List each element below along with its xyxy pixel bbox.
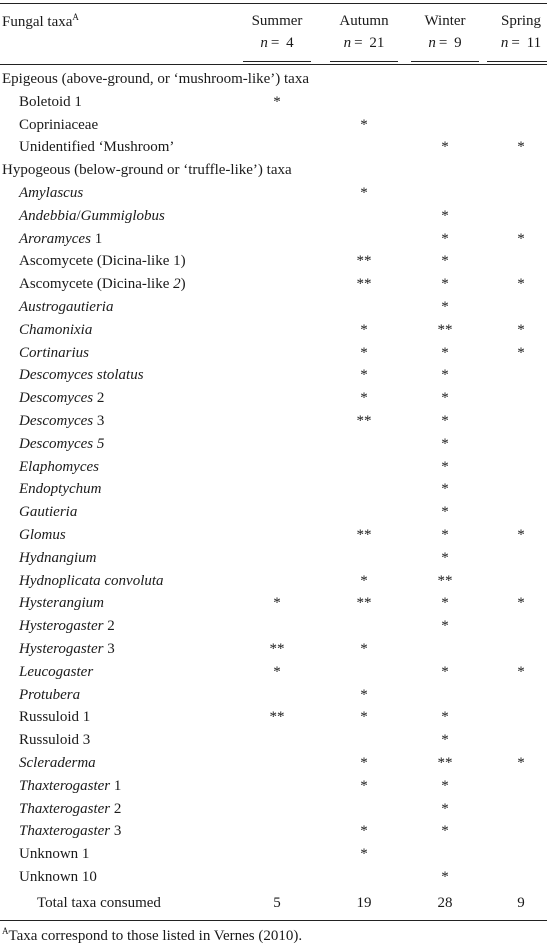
consumption-mark: * [273,663,281,680]
consumption-mark: * [517,663,525,680]
taxon-name: Scleraderma [19,755,96,771]
consumption-mark: * [360,846,368,863]
table-row [0,319,547,341]
taxon-name: Aroramyces 1 [19,230,103,247]
taxon-name: Glomus [19,527,66,543]
consumption-mark: * [273,595,281,612]
table-row [0,205,547,227]
consumption-mark: * [441,800,449,817]
table-row [0,798,547,820]
table-row [0,820,547,842]
taxon-name: Ascomycete (Dicina-like 1) [19,253,186,270]
taxon-name: Thaxterogaster 2 [19,800,122,817]
consumption-mark: * [441,253,449,270]
season-name: Autumn [339,13,389,29]
taxon-name: Andebbia/Gummiglobus [19,207,165,224]
taxon-name: Unknown 10 [19,869,97,885]
taxon-name: Hysterogaster 3 [19,641,115,657]
consumption-mark: * [441,299,449,315]
header-rule [0,64,547,65]
season-header-underline [243,61,311,62]
consumption-mark: * [360,367,368,384]
season-name: Summer [251,13,303,29]
table-row [0,228,547,250]
consumption-mark: ** [269,641,285,657]
table-row [0,250,547,272]
taxon-name: Descomyces stolatus [19,367,144,384]
table-row [0,91,547,113]
taxon-name: Protubera [19,686,81,703]
table-row [0,410,547,432]
season-name: Winter [424,13,466,29]
consumption-mark: * [360,390,368,407]
taxon-name: Unknown 1 [19,846,90,863]
table-row [0,342,547,364]
taxon-name: Descomyces 2 [19,390,105,407]
taxon-name: Descomyces 5 [19,435,105,452]
section-heading: Hypogeous (below-ground or ‘truffle-like’) taxa [2,162,292,179]
taxon-name: Ascomycete (Dicina-like 2) [19,276,186,293]
consumption-mark: * [441,139,449,156]
total-count: 5 [273,895,281,911]
consumption-mark: * [517,139,525,156]
consumption-mark: * [360,116,368,133]
season-name: Spring [500,13,541,29]
consumption-mark: * [517,595,525,612]
table-row [0,501,547,523]
consumption-mark: * [441,276,449,293]
consumption-mark: ** [356,253,372,270]
table-row [0,182,547,204]
consumption-mark: * [360,641,368,657]
taxon-name: Leucogaster [19,663,94,680]
table-row [0,661,547,683]
taxon-name: Descomyces 3 [19,413,105,429]
consumption-mark: * [360,572,368,589]
consumption-mark: ** [356,413,372,429]
table-row [0,387,547,409]
bottom-rule [0,920,547,921]
taxon-name: Russuloid 3 [19,732,91,749]
season-header-underline [487,61,547,62]
table-row [0,456,547,478]
taxon-name: Elaphomyces [19,458,99,475]
consumption-mark: * [360,823,368,840]
consumption-mark: * [441,869,449,885]
table-row [0,524,547,546]
taxon-name: Russuloid 1 [19,709,91,726]
consumption-mark: * [441,413,449,429]
table-row [0,729,547,751]
table-row [0,364,547,386]
section-heading: Epigeous (above-ground, or ‘mushroom-like’) taxa [2,71,309,87]
consumption-mark: ** [356,276,372,293]
consumption-mark: * [441,344,449,361]
table-row [0,114,547,136]
consumption-mark: * [441,435,449,452]
season-header-spring [481,10,547,54]
consumption-mark: * [517,344,525,361]
consumption-mark: * [441,709,449,726]
table-row [0,478,547,500]
consumption-mark: * [441,527,449,543]
consumption-mark: * [360,755,368,771]
consumption-mark: * [517,527,525,543]
table-row [0,706,547,728]
taxon-name: Hysterangium [19,595,104,612]
consumption-mark: * [441,777,449,794]
consumption-mark: ** [437,321,453,338]
taxon-name: Hydnoplicata convoluta [19,572,164,589]
total-row [0,892,547,914]
sample-size: n = 11 [500,35,542,51]
consumption-mark: * [360,185,368,201]
sample-size: n = 21 [343,35,385,51]
consumption-mark: * [441,390,449,407]
consumption-mark: ** [356,595,372,612]
table-row [0,843,547,865]
consumption-mark: * [441,230,449,247]
table-row [0,433,547,455]
consumption-mark: ** [356,527,372,543]
consumption-mark: * [517,230,525,247]
sample-size: n = 4 [260,35,294,51]
sample-size: n = 9 [428,35,462,51]
taxon-name: Austrogautieria [19,299,114,315]
season-header-underline [330,61,398,62]
consumption-mark: * [441,663,449,680]
consumption-mark: * [441,367,449,384]
taxon-name: Endoptychum [19,481,102,498]
consumption-mark: ** [437,572,453,589]
taxon-name: Copriniaceae [19,116,99,133]
total-count: 9 [517,895,525,911]
consumption-mark: * [360,321,368,338]
taxon-name: Hysterogaster 2 [19,618,115,635]
taxon-name: Amylascus [19,185,84,201]
consumption-mark: ** [437,755,453,771]
consumption-mark: * [441,618,449,635]
section-heading-row [0,68,547,90]
table-row [0,592,547,614]
consumption-mark: * [441,732,449,749]
taxon-name: Thaxterogaster 1 [19,777,122,794]
table-row [0,615,547,637]
consumption-mark: * [441,207,449,224]
taxon-name: Hydnangium [19,549,97,566]
consumption-mark: * [273,93,281,110]
season-header-summer [237,10,317,54]
table-row [0,296,547,318]
consumption-mark: * [441,595,449,612]
table-row [0,136,547,158]
consumption-mark: * [441,823,449,840]
consumption-mark: * [517,276,525,293]
taxon-name: Boletoid 1 [19,93,82,110]
season-header-autumn [324,10,404,54]
consumption-mark: * [517,321,525,338]
table-row [0,638,547,660]
table-row [0,684,547,706]
consumption-mark: * [360,686,368,703]
season-header-underline [411,61,479,62]
season-header-winter [405,10,485,54]
taxon-name: Cortinarius [19,344,90,361]
consumption-mark: * [441,481,449,498]
table-header [0,9,547,59]
section-heading-row [0,159,547,181]
consumption-mark: * [360,777,368,794]
consumption-mark: * [517,755,525,771]
taxon-name: Thaxterogaster 3 [19,823,122,840]
table-row [0,866,547,888]
table-row [0,570,547,592]
consumption-mark: * [360,344,368,361]
total-count: 28 [437,895,453,911]
table-row [0,547,547,569]
table-row [0,273,547,295]
taxon-name: Gautieria [19,504,78,521]
taxon-name: Unidentified ‘Mushroom’ [19,139,175,156]
taxon-name: Chamonixia [19,321,93,338]
consumption-mark: * [441,549,449,566]
taxa-column-header: Fungal taxa$^A$ [2,12,79,30]
total-label: Total taxa consumed [37,895,161,911]
total-count: 19 [356,895,372,911]
top-rule [0,3,547,4]
consumption-mark: * [360,709,368,726]
consumption-mark: ** [269,709,285,726]
table-row [0,775,547,797]
consumption-mark: * [441,504,449,521]
table-row [0,752,547,774]
footnote: $^A$Taxa correspond to those listed in Vernes (2010). [2,926,303,944]
consumption-mark: * [441,458,449,475]
